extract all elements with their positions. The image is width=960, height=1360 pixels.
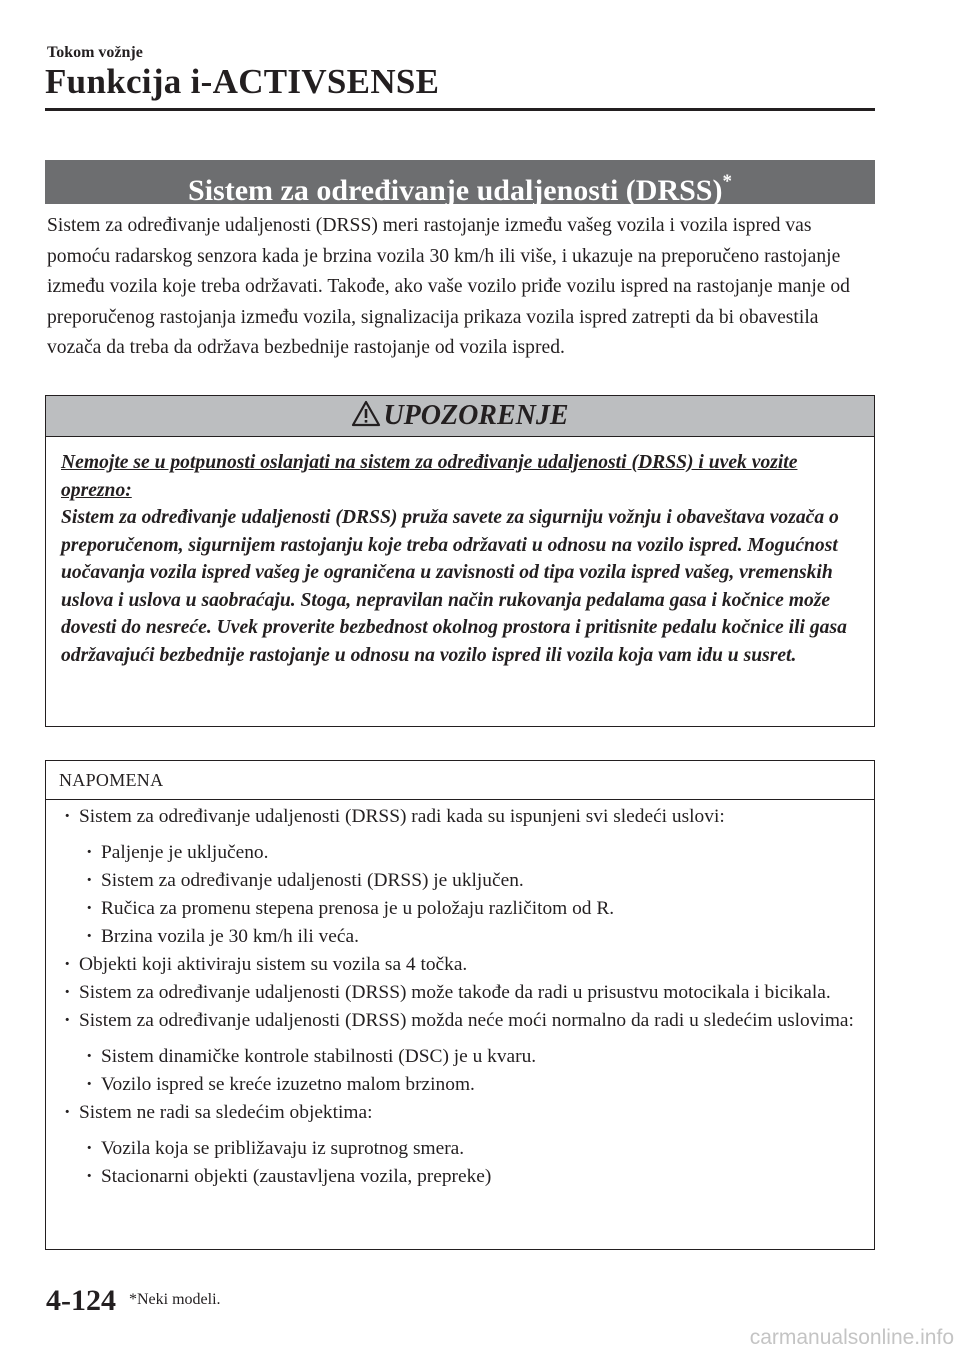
bullet: · [64,954,71,975]
note-item-text: Sistem za određivanje udaljenosti (DRSS) je uključen. [101,870,524,891]
bullet: · [64,982,71,1003]
note-subitem [46,839,874,867]
page-number: 4-124 [46,1284,116,1317]
note-item-text: Paljenje je uključeno. [101,842,269,863]
warning-body [61,449,861,669]
note-item [46,951,874,979]
bullet: · [86,870,93,891]
footnote: *Neki modeli. [129,1291,221,1308]
note-subitem [46,1163,874,1191]
note-item-text: Vozilo ispred se kreće izuzetno malom brzinom. [101,1074,475,1095]
bullet: · [86,1166,93,1187]
note-subitem [46,923,874,951]
section-title-banner [45,160,875,207]
note-item [46,803,874,831]
bullet: · [86,926,93,947]
note-item [46,979,874,1007]
bullet: · [64,1102,71,1123]
note-item-text: Objekti koji aktiviraju sistem su vozila sa 4 točka. [79,954,468,975]
note-subitem [46,867,874,895]
chapter-title: Funkcija i-ACTIVSENSE [45,62,440,101]
bullet: · [64,1010,71,1031]
warning-header [46,396,874,437]
note-list [46,803,874,1191]
note-subitem [46,895,874,923]
section-title-asterisk: * [722,171,732,192]
note-item [46,1099,874,1127]
note-subitem [46,1043,874,1071]
note-item-text: Sistem ne radi sa sledećim objektima: [79,1102,373,1123]
bullet: · [86,842,93,863]
breadcrumb: Tokom vožnje [47,44,143,61]
intro-paragraph: Sistem za određivanje udaljenosti (DRSS) meri rastojanje između vašeg vozila i vozila ispred vas pomoću radarskog senzora kada je brzina vozila 30 km/h ili više, i ukazuje na preporučeno rastojanje između vozila koje treba održavati. Takođe, ako vaše vozilo priđe vozilu ispred na rastojanje manje od preporučenog rastojanja između vozila, signalizacija prikaza vozila ispred zatrepti da bi obavestila vozača da treba da održava bezbednije rastojanje od vozila ispred. [47,215,850,358]
note-box [45,760,875,1250]
bullet: · [64,806,71,827]
section-title: Sistem za određivanje udaljenosti (DRSS) [188,174,723,207]
warning-triangle-icon [351,400,381,427]
warning-lead: Nemojte se u potpunosti oslanjati na sistem za određivanje udaljenosti (DRSS) i uvek vozite oprezno: [61,452,798,501]
warning-text: Sistem za određivanje udaljenosti (DRSS) pruža savete za sigurniju vožnju i obaveštava vozača o preporučenom, sigurnijem rastojanju koje treba održavati u odnosu na vozilo ispred. Mogućnost uočavanja vozila ispred vašeg je ograničena u zavisnosti od tipa vozila ispred vašeg, vremenskih uslova i uslova u saobraćaju. Stoga, nepravilan način rukovanja pedalama gasa i kočnice može dovesti do nesreće. Uvek proverite bezbednost okolnog prostora i pritisnite pedalu kočnice ili gasa održavajući bezbednije rastojanje u odnosu na vozilo ispred ili vozila koja vam idu u susret. [61,507,847,666]
note-title: NAPOMENA [46,761,874,800]
bullet: · [86,1138,93,1159]
note-item-text: Sistem za određivanje udaljenosti (DRSS) radi kada su ispunjeni svi sledeći uslovi: [79,806,725,827]
note-item-text: Ručica za promenu stepena prenosa je u položaju različitom od R. [101,898,615,919]
note-item-text: Stacionarni objekti (zaustavljena vozila, prepreke) [101,1166,492,1187]
bullet: · [86,1046,93,1067]
note-item-text: Vozila koja se približavaju iz suprotnog smera. [101,1138,465,1159]
bullet: · [86,898,93,919]
warning-box [45,395,875,727]
chapter-divider [45,108,875,111]
watermark: carmanualsonline.info [749,1326,954,1349]
note-item-text: Sistem dinamičke kontrole stabilnosti (DSC) je u kvaru. [101,1046,537,1067]
note-item-text: Sistem za određivanje udaljenosti (DRSS) možda neće moći normalno da radi u sledećim uslovima: [79,1010,854,1031]
note-subitem [46,1135,874,1163]
note-item [46,1007,874,1035]
note-item-text: Brzina vozila je 30 km/h ili veća. [101,926,359,947]
note-subitem [46,1071,874,1099]
bullet: · [86,1074,93,1095]
note-item-text: Sistem za određivanje udaljenosti (DRSS) može takođe da radi u prisustvu motocikala i bicikala. [79,982,831,1003]
warning-title: UPOZORENJE [383,400,569,431]
